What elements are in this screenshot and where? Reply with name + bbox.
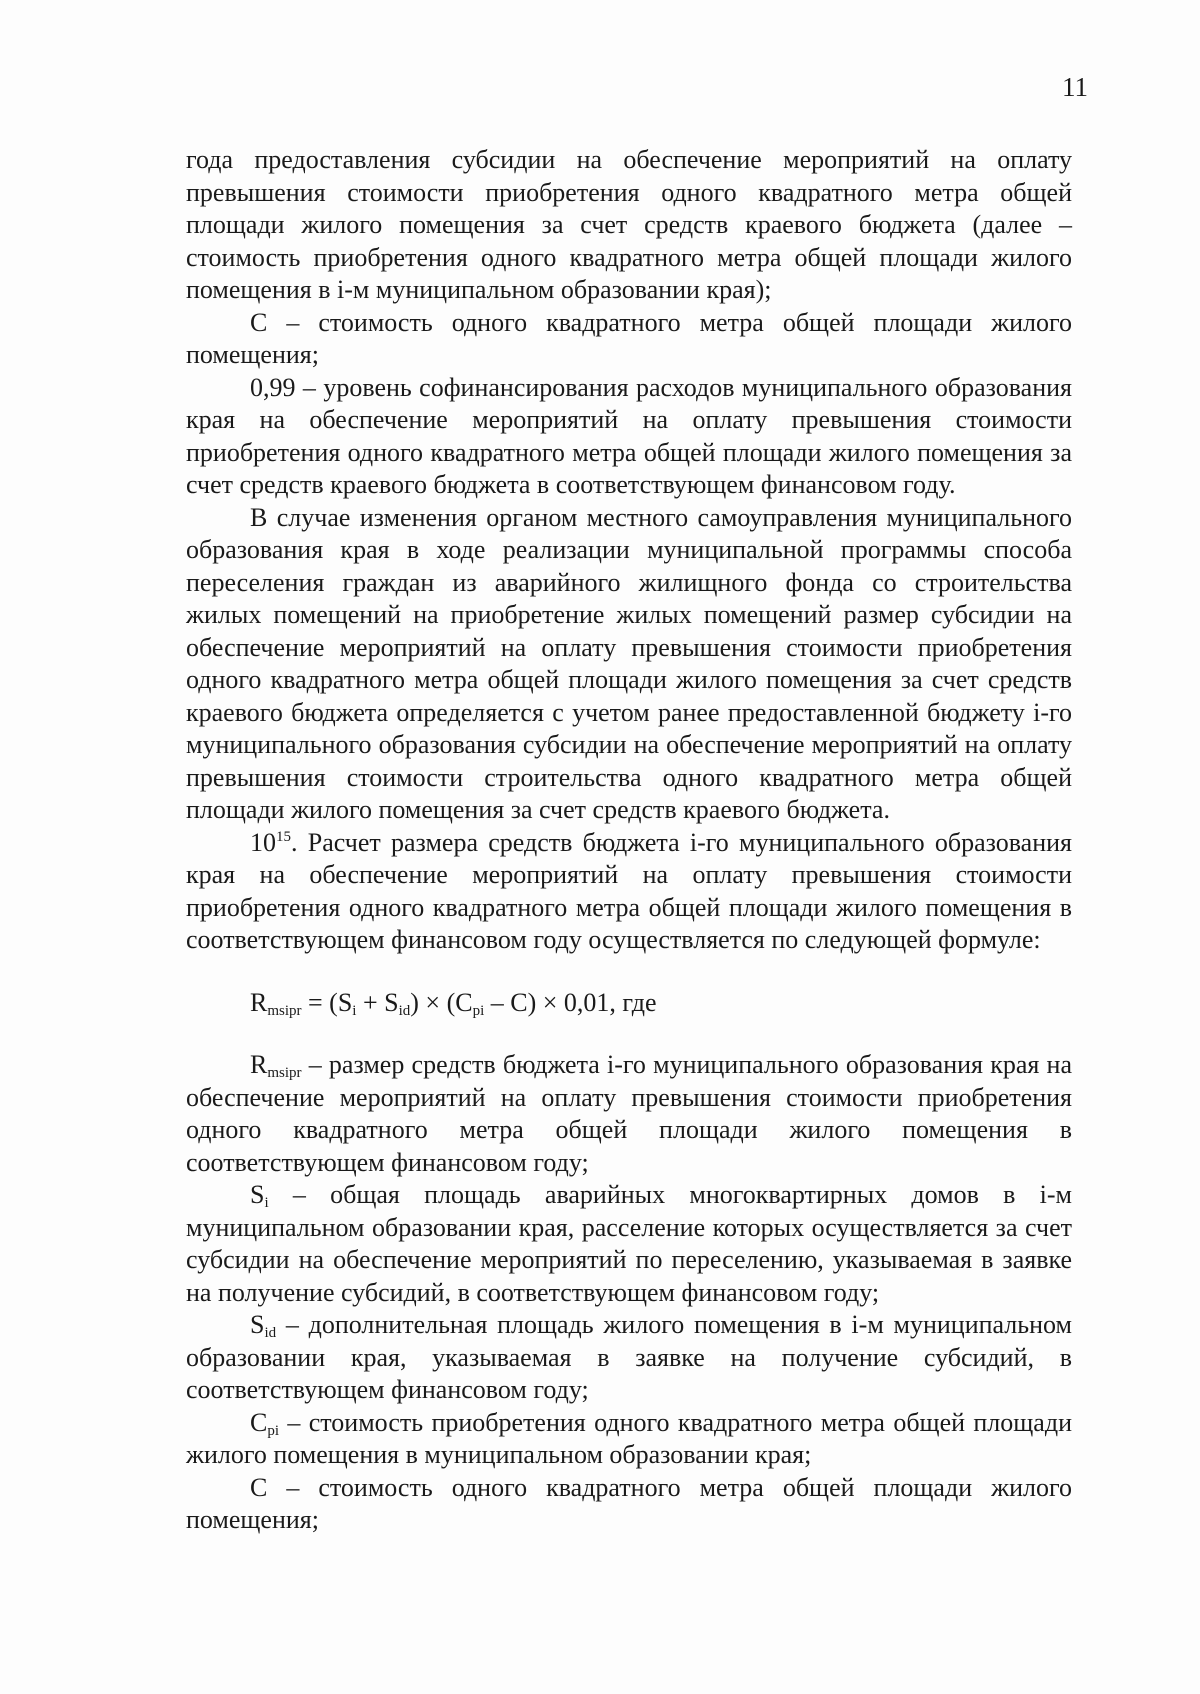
page-number: 11: [1062, 72, 1088, 102]
clause-superscript: 15: [276, 828, 291, 845]
clause-number: 10: [250, 827, 276, 857]
paragraph-c-definition: C – стоимость одного квадратного метра общей площади жилого помещения;: [186, 307, 1072, 369]
paragraph-continuation: года предоставления субсидии на обеспечение мероприятий на оплату превышения стоимости приобретения одного квадратного метра общей площади жилого помещения за счет средств краевого бюджета (далее – стоимость приобретения одного квадратного метра общей площади жилого помещения в i-м муниципальном образовании края);: [186, 145, 1072, 304]
definition-c: C – стоимость одного квадратного метра общей площади жилого помещения;: [186, 1472, 1072, 1534]
definition-rmsipr: $R_{msipr}$ – размер средств бюджета i-го муниципального образования края на обеспечение мероприятий на оплату превышения стоимости приобретения одного квадратного метра общей площади жилого помещения в соответствующем финансовом году;: [186, 1050, 1072, 1177]
formula: $R_{msipr} = (S_i + S_{id}) \times (C_{pi} - C) \times 0,01$, где: [250, 987, 657, 1019]
document-body: [186, 144, 1072, 1537]
definition-sid: $S_{id}$ – дополнительная площадь жилого помещения в i-м муниципальном образовании края, указываемая в заявке на получение субсидий, в соответствующем финансовом году;: [186, 1310, 1072, 1404]
definition-cpi: $C_{pi}$ – стоимость приобретения одного квадратного метра общей площади жилого помещения в муниципальном образовании края;: [186, 1407, 1072, 1469]
definition-si: $S_i$ – общая площадь аварийных многоквартирных домов в i-м муниципальном образовании края, расселение которых осуществляется за счет субсидии на обеспечение мероприятий по переселению, указываемая в заявке на получение субсидий, в соответствующем финансовом году;: [186, 1180, 1072, 1307]
clause-text: . Расчет размера средств бюджета i-го муниципального образования края на обеспечение мероприятий на оплату превышения стоимости приобретения одного квадратного метра общей площади жилого помещения в соответствующем финансовом году осуществляется по следующей формуле:: [186, 827, 1072, 954]
paragraph-method-change: В случае изменения органом местного самоуправления муниципального образования края в ходе реализации муниципальной программы способа переселения граждан из аварийного жилищного фонда со строительства жилых помещений на приобретение жилых помещений размер субсидии на обеспечение мероприятий на оплату превышения стоимости приобретения одного квадратного метра общей площади жилого помещения за счет средств краевого бюджета определяется с учетом ранее предоставленной бюджету i-го муниципального образования субсидии на обеспечение мероприятий на оплату превышения стоимости строительства одного квадратного метра общей площади жилого помещения за счет средств краевого бюджета.: [186, 502, 1072, 824]
paragraph-clause-10-15: [186, 827, 1072, 957]
paragraph-cofinancing-level: 0,99 – уровень софинансирования расходов муниципального образования края на обеспечение мероприятий на оплату превышения стоимости приобретения одного квадратного метра общей площади жилого помещения за счет средств краевого бюджета в соответствующем финансовом году.: [186, 372, 1072, 499]
